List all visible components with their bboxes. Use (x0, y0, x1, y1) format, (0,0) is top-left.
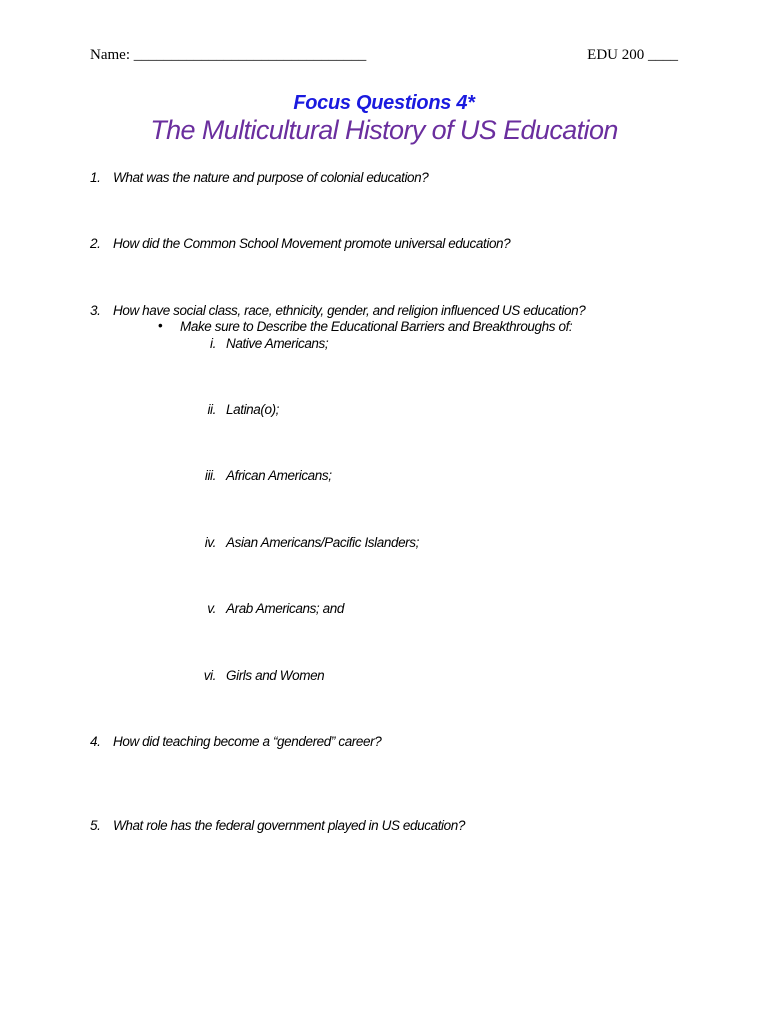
question-number: 5. (90, 818, 101, 833)
subitem-number: vi. (203, 668, 216, 683)
instruction-text: Make sure to Describe the Educational Barriers and Breakthroughs of: (180, 319, 573, 334)
subitem-number: v. (207, 601, 216, 616)
worksheet-title: Focus Questions 4* (293, 92, 475, 114)
question-text: How did the Common School Movement promote universal education? (113, 236, 511, 251)
question-text: What role has the federal government played in US education? (113, 818, 465, 833)
question-text: How have social class, race, ethnicity, gender, and religion influenced US education? (113, 303, 586, 318)
bullet-icon: • (158, 318, 163, 333)
subitem-number: iii. (204, 468, 216, 483)
subitem-text: Latina(o); (226, 402, 280, 417)
worksheet-subtitle: The Multicultural History of US Education (150, 115, 618, 145)
subitem-text: Arab Americans; and (226, 601, 344, 616)
question-text: What was the nature and purpose of colonial education? (113, 170, 429, 185)
worksheet-header (90, 47, 678, 67)
course-label: EDU 200 ____ (587, 47, 678, 63)
subitem-text: African Americans; (226, 468, 332, 483)
subitem-number: i. (210, 336, 216, 351)
question-number: 4. (90, 734, 101, 749)
subitem-text: Girls and Women (226, 668, 325, 683)
subitem-text: Native Americans; (226, 336, 329, 351)
subitem-number: ii. (207, 402, 216, 417)
name-field-label: Name: _______________________________ (90, 47, 367, 63)
subitem-number: iv. (204, 535, 216, 550)
question-number: 2. (90, 236, 101, 251)
question-number: 3. (90, 303, 101, 318)
subitem-text: Asian Americans/Pacific Islanders; (226, 535, 419, 550)
question-number: 1. (90, 170, 101, 185)
question-text: How did teaching become a “gendered” career? (113, 734, 382, 749)
